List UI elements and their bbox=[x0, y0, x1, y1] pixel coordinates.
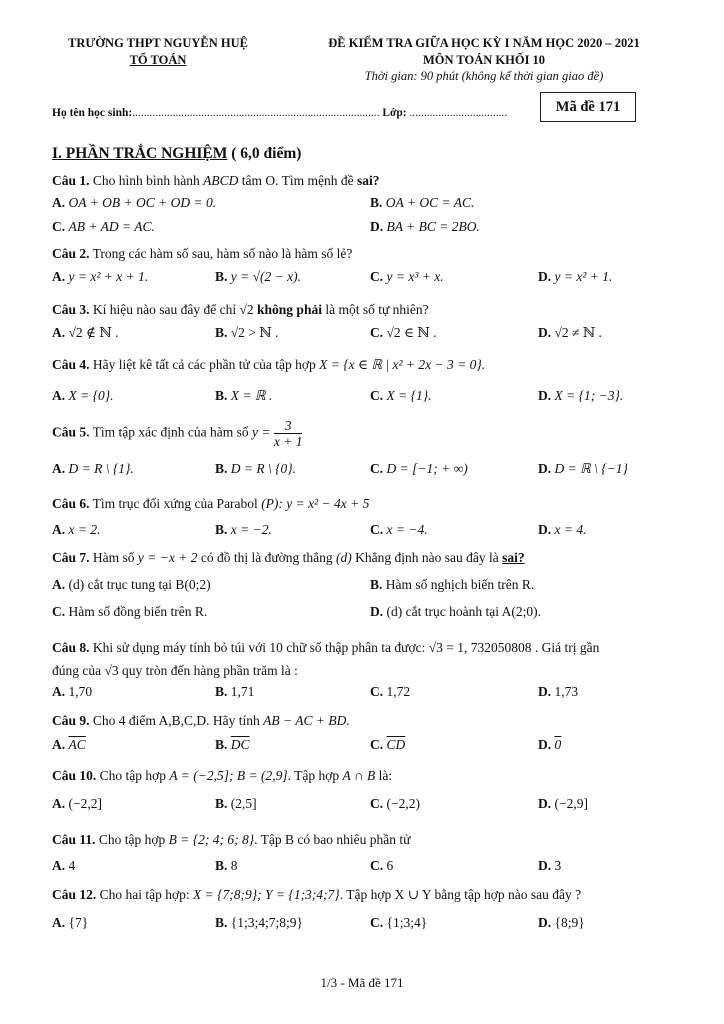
option-text: {7} bbox=[68, 915, 89, 930]
option-text: y = x² + x + 1. bbox=[68, 269, 149, 284]
option-letter: D. bbox=[538, 737, 552, 752]
root-value: √3 = 1, 732050808 bbox=[428, 640, 532, 655]
option-letter: B. bbox=[215, 269, 228, 284]
question-text: Kí hiệu nào sau đây để chỉ bbox=[89, 302, 240, 317]
option-letter: D. bbox=[538, 461, 552, 476]
option-letter: C. bbox=[370, 796, 384, 811]
option-text: x = 2. bbox=[68, 522, 101, 537]
page-footer: 1/3 - Mã đề 171 bbox=[320, 975, 404, 990]
option-letter: C. bbox=[370, 737, 384, 752]
option-text: Hàm số nghịch biến trên R. bbox=[385, 577, 535, 592]
option-text: 1,73 bbox=[554, 684, 579, 699]
question-text: Khi sử dụng máy tính bỏ túi với 10 chữ số thập phân ta được: bbox=[89, 640, 429, 655]
q2-option-d[interactable] bbox=[538, 269, 612, 285]
q5-option-c[interactable] bbox=[370, 461, 468, 477]
option-letter: C. bbox=[52, 604, 66, 619]
q3-option-a[interactable] bbox=[52, 325, 119, 341]
question-5 bbox=[52, 418, 302, 449]
question-8-continued bbox=[52, 663, 298, 679]
q9-option-c[interactable] bbox=[370, 737, 405, 753]
question-6 bbox=[52, 496, 369, 512]
q1-option-b[interactable] bbox=[370, 195, 474, 211]
q9-option-d[interactable] bbox=[538, 737, 561, 753]
option-text: X = ℝ . bbox=[230, 388, 273, 403]
option-text: 0 bbox=[554, 737, 562, 752]
q11-option-c[interactable] bbox=[370, 858, 393, 874]
question-text: Cho tập hợp bbox=[96, 768, 170, 783]
school-name: TRƯỜNG THPT NGUYỄN HUỆ bbox=[68, 36, 248, 50]
question-text: có đồ thị là đường thẳng bbox=[197, 550, 337, 565]
question-text: Tìm trục đối xứng của Parabol bbox=[89, 496, 262, 511]
question-4 bbox=[52, 357, 485, 373]
q7-option-c[interactable] bbox=[52, 604, 207, 620]
question-label: Câu 1. bbox=[52, 173, 90, 188]
option-letter: A. bbox=[52, 684, 66, 699]
q8-option-c[interactable] bbox=[370, 684, 410, 700]
question-text: . Tập hợp bbox=[339, 887, 395, 902]
option-text: (d) cắt trục tung tại B(0;2) bbox=[68, 577, 211, 592]
department-name: TỔ TOÁN bbox=[129, 53, 187, 67]
question-text: Tìm tập xác định của hàm số bbox=[89, 424, 252, 440]
option-text: BA + BC = 2BO. bbox=[386, 219, 480, 234]
option-text: 1,70 bbox=[68, 684, 93, 699]
q6-option-c[interactable] bbox=[370, 522, 428, 538]
option-letter: C. bbox=[370, 522, 384, 537]
option-letter: D. bbox=[370, 604, 384, 619]
question-text: quy tròn đến hàng phần trăm là : bbox=[118, 663, 298, 678]
line-name: (d) bbox=[336, 550, 352, 565]
function-expression: y = −x + 2 bbox=[137, 550, 198, 565]
option-text: y = √(2 − x). bbox=[230, 269, 301, 284]
root-expression: √2 bbox=[239, 302, 254, 317]
question-label: Câu 2. bbox=[52, 246, 90, 261]
subject-title: MÔN TOÁN KHỐI 10 bbox=[422, 53, 546, 67]
question-label: Câu 11. bbox=[52, 832, 96, 847]
set-operation: A ∩ B bbox=[342, 768, 376, 783]
question-text: tâm O. Tìm mệnh đề bbox=[238, 173, 357, 188]
q3-option-d[interactable] bbox=[538, 325, 602, 341]
option-letter: D. bbox=[538, 388, 552, 403]
set-expression: B = {2; 4; 6; 8} bbox=[168, 832, 255, 847]
question-text: . Tập B có bao nhiêu phần tử bbox=[254, 832, 411, 847]
option-letter: D. bbox=[538, 269, 552, 284]
q5-option-d[interactable] bbox=[538, 461, 628, 477]
option-text: $\overline{CD}$ bbox=[386, 737, 406, 752]
option-text: (2,5] bbox=[230, 796, 257, 811]
question-8 bbox=[52, 640, 599, 656]
question-text: là một số tự nhiên? bbox=[321, 302, 429, 317]
question-7 bbox=[52, 550, 525, 566]
q4-option-b[interactable] bbox=[215, 388, 272, 404]
option-text: AB + AD = AC. bbox=[68, 219, 155, 234]
question-text: Cho tập hợp bbox=[95, 832, 169, 847]
option-text: √2 ≠ ℕ . bbox=[554, 325, 602, 340]
option-letter: A. bbox=[52, 796, 66, 811]
q10-option-b[interactable] bbox=[215, 796, 257, 812]
q11-option-b[interactable] bbox=[215, 858, 238, 874]
section-points: ( 6,0 điểm) bbox=[227, 145, 302, 162]
emphasis: sai? bbox=[502, 550, 525, 565]
option-letter: B. bbox=[215, 325, 228, 340]
option-letter: D. bbox=[538, 858, 552, 873]
question-label: Câu 10. bbox=[52, 768, 97, 783]
option-text: X = {1}. bbox=[386, 388, 432, 403]
question-label: Câu 5. bbox=[52, 424, 90, 440]
vector-expression: AB − AC + BD. bbox=[263, 713, 350, 728]
option-text: D = ℝ \ {−1} bbox=[554, 461, 628, 476]
option-letter: A. bbox=[52, 577, 66, 592]
option-letter: C. bbox=[370, 915, 384, 930]
student-name-label: Họ tên học sinh: bbox=[52, 107, 133, 119]
set-expression: A = (−2,5]; B = (2,9] bbox=[169, 768, 288, 783]
question-label: Câu 6. bbox=[52, 496, 90, 511]
option-letter: B. bbox=[215, 461, 228, 476]
option-letter: D. bbox=[538, 796, 552, 811]
q7-option-a[interactable] bbox=[52, 577, 211, 593]
option-text: (−2,2] bbox=[68, 796, 102, 811]
option-text: 3 bbox=[554, 858, 562, 873]
option-letter: C. bbox=[370, 388, 384, 403]
question-11 bbox=[52, 832, 410, 848]
question-label: Câu 9. bbox=[52, 713, 90, 728]
function-lhs: y = bbox=[251, 424, 271, 440]
option-text: (−2,9] bbox=[554, 796, 588, 811]
question-text: Hàm số bbox=[89, 550, 138, 565]
option-text: Hàm số đồng biến trên R. bbox=[68, 604, 208, 619]
option-text: X = {1; −3}. bbox=[554, 388, 624, 403]
option-letter: A. bbox=[52, 325, 66, 340]
option-letter: C. bbox=[52, 219, 66, 234]
question-label: Câu 8. bbox=[52, 640, 90, 655]
option-letter: D. bbox=[538, 522, 552, 537]
option-letter: B. bbox=[370, 195, 383, 210]
option-letter: A. bbox=[52, 269, 66, 284]
option-text: D = R \ {1}. bbox=[68, 461, 134, 476]
root-expression: √3 bbox=[104, 663, 119, 678]
option-text: √2 ∈ ℕ . bbox=[386, 325, 437, 340]
option-text: x = −2. bbox=[230, 522, 272, 537]
question-1 bbox=[52, 173, 380, 189]
option-text: 4 bbox=[68, 858, 76, 873]
q2-option-a[interactable] bbox=[52, 269, 148, 285]
class-dots: .................................. bbox=[406, 107, 508, 119]
q8-option-a[interactable] bbox=[52, 684, 92, 700]
option-letter: A. bbox=[52, 858, 66, 873]
question-text: . Giá trị gần bbox=[531, 640, 600, 655]
student-name-dots: ...................................................................................... bbox=[132, 107, 380, 119]
option-letter: A. bbox=[52, 461, 66, 476]
q12-option-a[interactable] bbox=[52, 915, 88, 931]
question-text: là: bbox=[375, 768, 393, 783]
question-2 bbox=[52, 246, 352, 262]
parabola-equation: (P): y = x² − 4x + 5 bbox=[261, 496, 370, 511]
question-9 bbox=[52, 713, 350, 729]
option-letter: B. bbox=[215, 522, 228, 537]
option-letter: B. bbox=[215, 684, 228, 699]
q10-option-d[interactable] bbox=[538, 796, 588, 812]
option-text: D = R \ {0}. bbox=[230, 461, 297, 476]
option-letter: B. bbox=[215, 796, 228, 811]
option-text: y = x³ + x. bbox=[386, 269, 444, 284]
option-letter: B. bbox=[215, 737, 228, 752]
option-text: OA + OB + OC + OD = 0. bbox=[68, 195, 217, 210]
option-letter: C. bbox=[370, 269, 384, 284]
fraction bbox=[274, 418, 303, 449]
q5-option-b[interactable] bbox=[215, 461, 296, 477]
question-label: Câu 12. bbox=[52, 887, 97, 902]
option-letter: D. bbox=[538, 684, 552, 699]
option-letter: A. bbox=[52, 737, 66, 752]
q4-option-d[interactable] bbox=[538, 388, 623, 404]
option-letter: A. bbox=[52, 195, 66, 210]
q6-option-b[interactable] bbox=[215, 522, 272, 538]
question-text: Khẳng định nào sau đây là bbox=[351, 550, 503, 565]
q1-option-a[interactable] bbox=[52, 195, 216, 211]
q9-option-b[interactable] bbox=[215, 737, 250, 753]
q4-option-c[interactable] bbox=[370, 388, 432, 404]
question-text: . Tập hợp bbox=[287, 768, 343, 783]
option-text: X = {0}. bbox=[68, 388, 114, 403]
option-letter: D. bbox=[370, 219, 384, 234]
question-3 bbox=[52, 302, 429, 318]
q6-option-d[interactable] bbox=[538, 522, 586, 538]
option-letter: A. bbox=[52, 915, 66, 930]
q6-option-a[interactable] bbox=[52, 522, 100, 538]
option-text: 1,71 bbox=[230, 684, 255, 699]
option-letter: D. bbox=[538, 325, 552, 340]
q11-option-a[interactable] bbox=[52, 858, 75, 874]
option-letter: C. bbox=[370, 684, 384, 699]
question-text: bằng tập hợp nào sau đây ? bbox=[431, 887, 582, 902]
q8-option-d[interactable] bbox=[538, 684, 578, 700]
section-heading bbox=[52, 145, 301, 163]
option-text: x = −4. bbox=[386, 522, 428, 537]
exam-code-box: Mã đề 171 bbox=[540, 92, 636, 122]
option-text: 1,72 bbox=[386, 684, 411, 699]
question-text: Cho hai tập hợp: bbox=[96, 887, 194, 902]
option-text: y = x² + 1. bbox=[554, 269, 613, 284]
option-letter: C. bbox=[370, 858, 384, 873]
q8-option-b[interactable] bbox=[215, 684, 254, 700]
q4-option-a[interactable] bbox=[52, 388, 114, 404]
q11-option-d[interactable] bbox=[538, 858, 561, 874]
q1-option-c[interactable] bbox=[52, 219, 155, 235]
q10-option-c[interactable] bbox=[370, 796, 420, 812]
q1-option-d[interactable] bbox=[370, 219, 480, 235]
option-text: x = 4. bbox=[554, 522, 587, 537]
q12-option-b[interactable] bbox=[215, 915, 303, 931]
question-label: Câu 3. bbox=[52, 302, 90, 317]
option-text: $\overline{AC}$ bbox=[68, 737, 86, 752]
option-text: 8 bbox=[230, 858, 238, 873]
set-expression: X = {7;8;9}; Y = {1;3;4;7} bbox=[193, 887, 340, 902]
q12-option-c[interactable] bbox=[370, 915, 427, 931]
q2-option-c[interactable] bbox=[370, 269, 444, 285]
option-letter: A. bbox=[52, 388, 66, 403]
class-label: Lớp: bbox=[382, 107, 407, 119]
option-text: √2 > ℕ . bbox=[230, 325, 279, 340]
question-text: Trong các hàm số sau, hàm số nào là hàm số lẻ? bbox=[89, 246, 353, 261]
option-text: {1;3;4;7;8;9} bbox=[230, 915, 303, 930]
exam-title: ĐỀ KIỂM TRA GIỮA HỌC KỲ I NĂM HỌC 2020 – 2021 bbox=[328, 36, 640, 50]
option-letter: B. bbox=[215, 858, 228, 873]
q12-option-d[interactable] bbox=[538, 915, 585, 931]
question-10 bbox=[52, 768, 392, 784]
figure-name: ABCD bbox=[203, 173, 239, 188]
set-expression: X = {x ∈ ℝ | x² + 2x − 3 = 0}. bbox=[319, 357, 486, 372]
question-label: Câu 4. bbox=[52, 357, 90, 372]
option-letter: A. bbox=[52, 522, 66, 537]
option-text: 6 bbox=[386, 858, 394, 873]
fraction-numerator: 3 bbox=[274, 418, 303, 434]
option-text: {1;3;4} bbox=[386, 915, 428, 930]
option-text: {8;9} bbox=[554, 915, 585, 930]
emphasis: không phải bbox=[253, 302, 322, 317]
question-text: Cho hình bình hành bbox=[89, 173, 204, 188]
option-letter: C. bbox=[370, 461, 384, 476]
option-text: √2 ∉ ℕ . bbox=[68, 325, 119, 340]
q7-option-b[interactable] bbox=[370, 577, 534, 593]
question-text: Cho 4 điểm A,B,C,D. Hãy tính bbox=[89, 713, 264, 728]
q3-option-c[interactable] bbox=[370, 325, 437, 341]
question-text: đúng của bbox=[52, 663, 105, 678]
fraction-denominator: x + 1 bbox=[273, 434, 303, 449]
option-letter: B. bbox=[370, 577, 383, 592]
q7-option-d[interactable] bbox=[370, 604, 541, 620]
question-text: Hãy liệt kê tất cả các phần tử của tập hợp bbox=[89, 357, 320, 372]
student-info-line bbox=[52, 107, 507, 119]
option-text: (d) cắt trục hoành tại A(2;0). bbox=[386, 604, 541, 619]
q10-option-a[interactable] bbox=[52, 796, 102, 812]
q9-option-a[interactable] bbox=[52, 737, 86, 753]
emphasis: sai? bbox=[357, 173, 380, 188]
option-letter: B. bbox=[215, 915, 228, 930]
question-12 bbox=[52, 887, 581, 903]
q5-option-a[interactable] bbox=[52, 461, 134, 477]
q2-option-b[interactable] bbox=[215, 269, 301, 285]
question-label: Câu 7. bbox=[52, 550, 90, 565]
option-letter: B. bbox=[215, 388, 228, 403]
option-letter: C. bbox=[370, 325, 384, 340]
option-text: OA + OC = AC. bbox=[385, 195, 475, 210]
option-text: $\overline{DC}$ bbox=[230, 737, 250, 752]
option-letter: D. bbox=[538, 915, 552, 930]
set-operation: X ∪ Y bbox=[394, 887, 432, 902]
section-title: I. PHẦN TRẮC NGHIỆM bbox=[52, 145, 228, 162]
option-text: D = [−1; + ∞) bbox=[386, 461, 468, 476]
q3-option-b[interactable] bbox=[215, 325, 278, 341]
exam-time: Thời gian: 90 phút (không kể thời gian giao đề) bbox=[364, 69, 604, 83]
option-text: (−2,2) bbox=[386, 796, 420, 811]
